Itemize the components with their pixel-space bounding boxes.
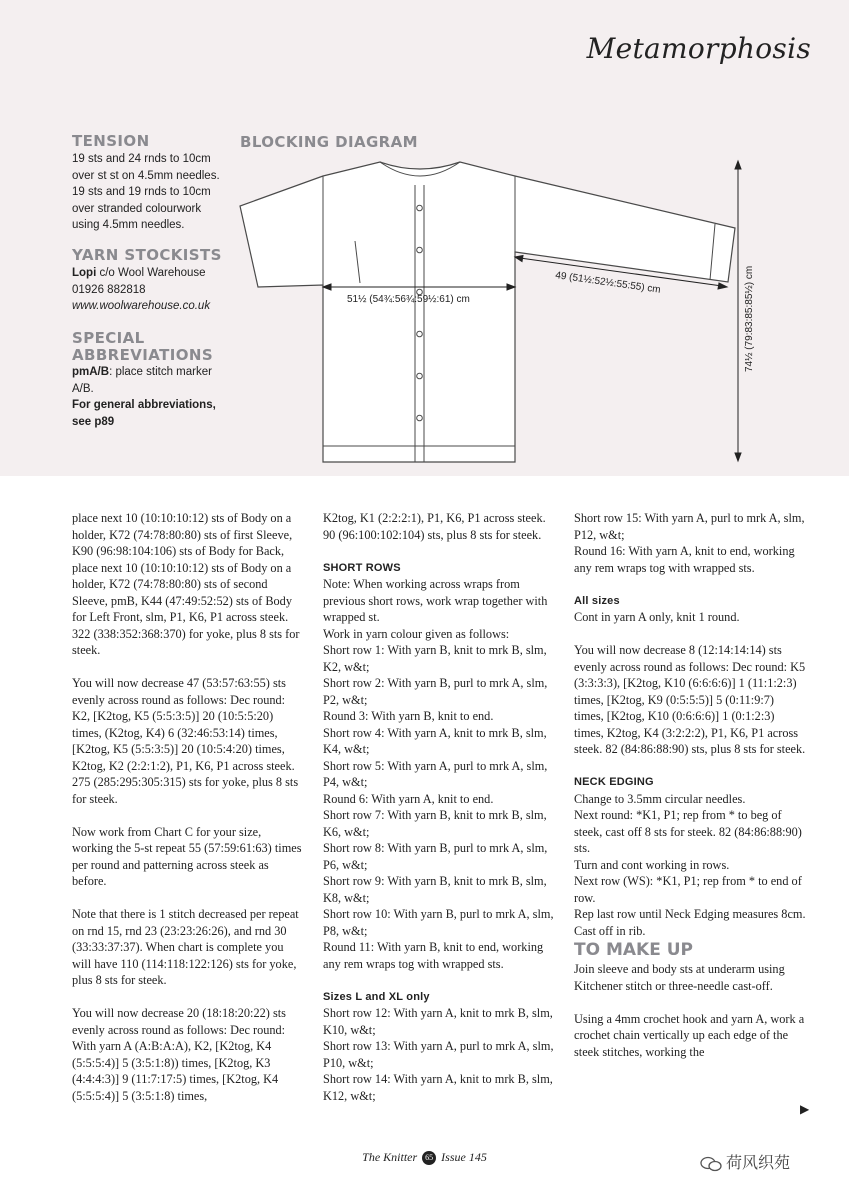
pattern-title: Metamorphosis xyxy=(586,32,811,65)
instruction-line: Round 3: With yarn B, knit to end. xyxy=(323,709,494,723)
instruction-line: Short row 15: With yarn A, purl to mrk A, slm, P12, w&t; xyxy=(574,511,805,542)
instruction-line: Short row 2: With yarn B, purl to mrk A, slm, P2, w&t; xyxy=(323,676,548,707)
tension-line: 19 sts and 19 rnds to 10cm xyxy=(72,186,211,198)
instruction-line: Next round: *K1, P1; rep from * to beg of steek, cast off 8 sts for steek. 82 (84:86:88:90) sts. xyxy=(574,808,802,855)
stockists-text xyxy=(72,265,210,315)
instruction-line: Cast off in rib. xyxy=(574,923,646,938)
pattern-column-1 xyxy=(72,510,304,1121)
pattern-column-3 xyxy=(574,510,806,1077)
general-abbrev-page[interactable]: see p89 xyxy=(72,415,115,428)
section-heading-to-make-up: TO MAKE UP xyxy=(574,940,694,960)
instruction-line: Turn and cont working in rows. xyxy=(574,857,730,872)
instruction-paragraph: Now work from Chart C for your size, working the 5-st repeat 55 (57:59:61:63) times per round and patterning across steek as before. xyxy=(72,824,302,888)
instruction-line: Short row 4: With yarn A, knit to mrk B, slm, K4, w&t; xyxy=(323,725,547,756)
instruction-paragraph: Note that there is 1 stitch decreased per repeat on rnd 15, rnd 23 (23:23:26:26), and rnd 30 (33:33:37:37). When chart is complete you will have 110 (114:118:122:126) sts for yoke, plus 8 sts for steek. xyxy=(72,907,299,987)
brand-name: Lopi xyxy=(72,267,97,279)
blocking-diagram xyxy=(230,150,770,470)
abbrev-text xyxy=(72,364,216,430)
tension-heading: TENSION xyxy=(72,132,150,150)
continue-arrow-icon[interactable]: ▶ xyxy=(800,1102,810,1116)
instruction-line: Short row 5: With yarn A, purl to mrk A, slm, P4, w&t; xyxy=(323,758,548,789)
tension-line: over st st on 4.5mm needles. xyxy=(72,169,220,182)
abbrev-def: : place stitch marker xyxy=(109,366,212,378)
abbrev-def-cont: A/B. xyxy=(72,382,94,395)
instruction-paragraph: Using a 4mm crochet hook and yarn A, work a crochet chain vertically up each edge of the steek stitches, working the xyxy=(574,1011,805,1059)
tension-line: using 4.5mm needles. xyxy=(72,219,185,231)
instruction-line: Round 6: With yarn A, knit to end. xyxy=(323,791,494,806)
instruction-line: Short row 13: With yarn A, purl to mrk A, slm, P10, w&t; xyxy=(323,1039,554,1070)
instruction-line: Round 11: With yarn B, knit to end, working any rem wraps tog with wrapped sts. xyxy=(323,940,544,971)
instruction-line: Cont in yarn A only, knit 1 round. xyxy=(574,610,740,624)
wechat-icon xyxy=(700,1156,722,1172)
stockists-heading: YARN STOCKISTS xyxy=(72,246,222,264)
website-link[interactable]: www.woolwarehouse.co.uk xyxy=(72,300,211,312)
abbrev-term: pmA/B xyxy=(72,366,110,378)
abbrev-heading-1: SPECIAL xyxy=(72,329,145,347)
instruction-paragraph: You will now decrease 47 (53:57:63:55) sts evenly across round as follows: Dec round: K2, [K2tog, K5 (5:5:3:5)] 20 (10:5:5:20) times, (K2tog, K4) 6 (32:46:53:14) times, [K2tog, K5 (5:5:3:5)] 20 (10:5:4:20) times, K2tog, K2 (2:2:1:2), P1, K6, P1 across steek. 275 (285:295:305:315) sts for yoke, plus 8 sts for steek. xyxy=(72,676,299,806)
general-abbrev-note: For general abbreviations, xyxy=(72,399,216,411)
instruction-paragraph: Join sleeve and body sts at underarm using Kitchener stitch or three-needle cast-off. xyxy=(574,962,785,993)
section-heading-all-sizes: All sizes xyxy=(574,594,620,607)
instruction-line: Short row 10: With yarn B, purl to mrk A, slm, P8, w&t; xyxy=(323,907,554,938)
tension-line: over stranded colourwork xyxy=(72,202,202,215)
instruction-paragraph: You will now decrease 8 (12:14:14:14) sts evenly across round as follows: Dec round: K5 (3:3:3:3), [K2tog, K10 (6:6:6:6)] 1 (11:1:2:3) times, [K2tog, K9 (0:5:5:5)] 5 (0:11:9:7) times, [K2tog, K10 (0:6:6:6)] 1 (0:1:2:3) times, K2tog, K4 (3:2:2:2), P1, K6, P1 across steek. 82 (84:86:88:90) sts, plus 8 sts for steek. xyxy=(574,643,806,756)
instruction-line: Note: When working across wraps from previous short rows, work wrap together with wrapped st. xyxy=(323,577,548,624)
tension-line: 19 sts and 24 rnds to 10cm xyxy=(72,153,211,165)
instruction-line: Next row (WS): *K1, P1; rep from * to end of row. xyxy=(574,874,802,905)
section-heading-sizes-l-xl: Sizes L and XL only xyxy=(323,990,430,1003)
length-measurement: 74½ (79:83:85:85½) cm xyxy=(744,265,755,372)
instruction-line: Short row 14: With yarn A, knit to mrk B, slm, K12, w&t; xyxy=(323,1072,553,1103)
instruction-line: Short row 9: With yarn B, knit to mrk B, slm, K8, w&t; xyxy=(323,874,547,905)
instruction-line: Rep last row until Neck Edging measures 8cm. xyxy=(574,907,806,921)
watermark xyxy=(700,1150,790,1173)
pattern-column-2 xyxy=(323,510,555,1104)
instruction-paragraph: K2tog, K1 (2:2:2:1), P1, K6, P1 across steek. 90 (96:100:102:104) sts, plus 8 sts for steek. xyxy=(323,511,546,542)
instruction-paragraph: place next 10 (10:10:10:12) sts of Body on a holder, K72 (74:78:80:80) sts of first Sleeve, K90 (96:98:104:106) sts of Body for Back, place next 10 (10:10:10:12) sts of Body on a holder, K72 (74:78:80:80) sts of second Sleeve, pmB, K44 (47:49:52:52) sts of Body for Left Front, slm, P1, K6, P1 across steek. 322 (338:352:368:370) for yoke, plus 8 sts for steek. xyxy=(72,511,300,657)
sleeve-measurement: 49 (51½:52½:55:55) cm xyxy=(554,270,662,296)
page-number: 65 xyxy=(422,1151,436,1165)
instruction-paragraph: You will now decrease 20 (18:18:20:22) sts evenly across round as follows: Dec round: With yarn A (A:B:A:A), K2, [K2tog, K4 (5:5:5:4)] 5 (3:5:1:8)) times, [K2tog, K3 (4:4:4:3)] 9 (11:7:17:5) times, [K2tog, K4 (5:5:5:4)] 5 (3:5:1:8) times, xyxy=(72,1006,286,1103)
chest-measurement: 51½ (54¾:56¾:59½:61) cm xyxy=(347,294,470,305)
instruction-line: Short row 8: With yarn B, purl to mrk A, slm, P6, w&t; xyxy=(323,841,548,872)
instruction-line: Change to 3.5mm circular needles. xyxy=(574,791,746,806)
watermark-text: 荷风织苑 xyxy=(726,1153,791,1172)
abbrev-heading-2: ABBREVIATIONS xyxy=(72,346,214,364)
brand-rest: c/o Wool Warehouse xyxy=(96,267,206,279)
instruction-line: Work in yarn colour given as follows: xyxy=(323,626,510,641)
phone-number: 01926 882818 xyxy=(72,283,146,296)
instruction-line: Short row 7: With yarn B, knit to mrk B, slm, K6, w&t; xyxy=(323,808,547,839)
tension-text xyxy=(72,151,220,234)
instruction-line: Round 16: With yarn A, knit to end, working any rem wraps tog with wrapped sts. xyxy=(574,544,795,575)
issue-number: Issue 145 xyxy=(441,1150,487,1164)
magazine-name: The Knitter xyxy=(362,1150,418,1164)
instruction-line: Short row 1: With yarn B, knit to mrk B, slm, K2, w&t; xyxy=(323,643,547,674)
section-heading-neck-edging: NECK EDGING xyxy=(574,776,654,788)
blocking-diagram-heading: BLOCKING DIAGRAM xyxy=(240,133,418,151)
instruction-line: Short row 12: With yarn A, knit to mrk B, slm, K10, w&t; xyxy=(323,1006,553,1037)
section-heading-short-rows: SHORT ROWS xyxy=(323,561,401,574)
